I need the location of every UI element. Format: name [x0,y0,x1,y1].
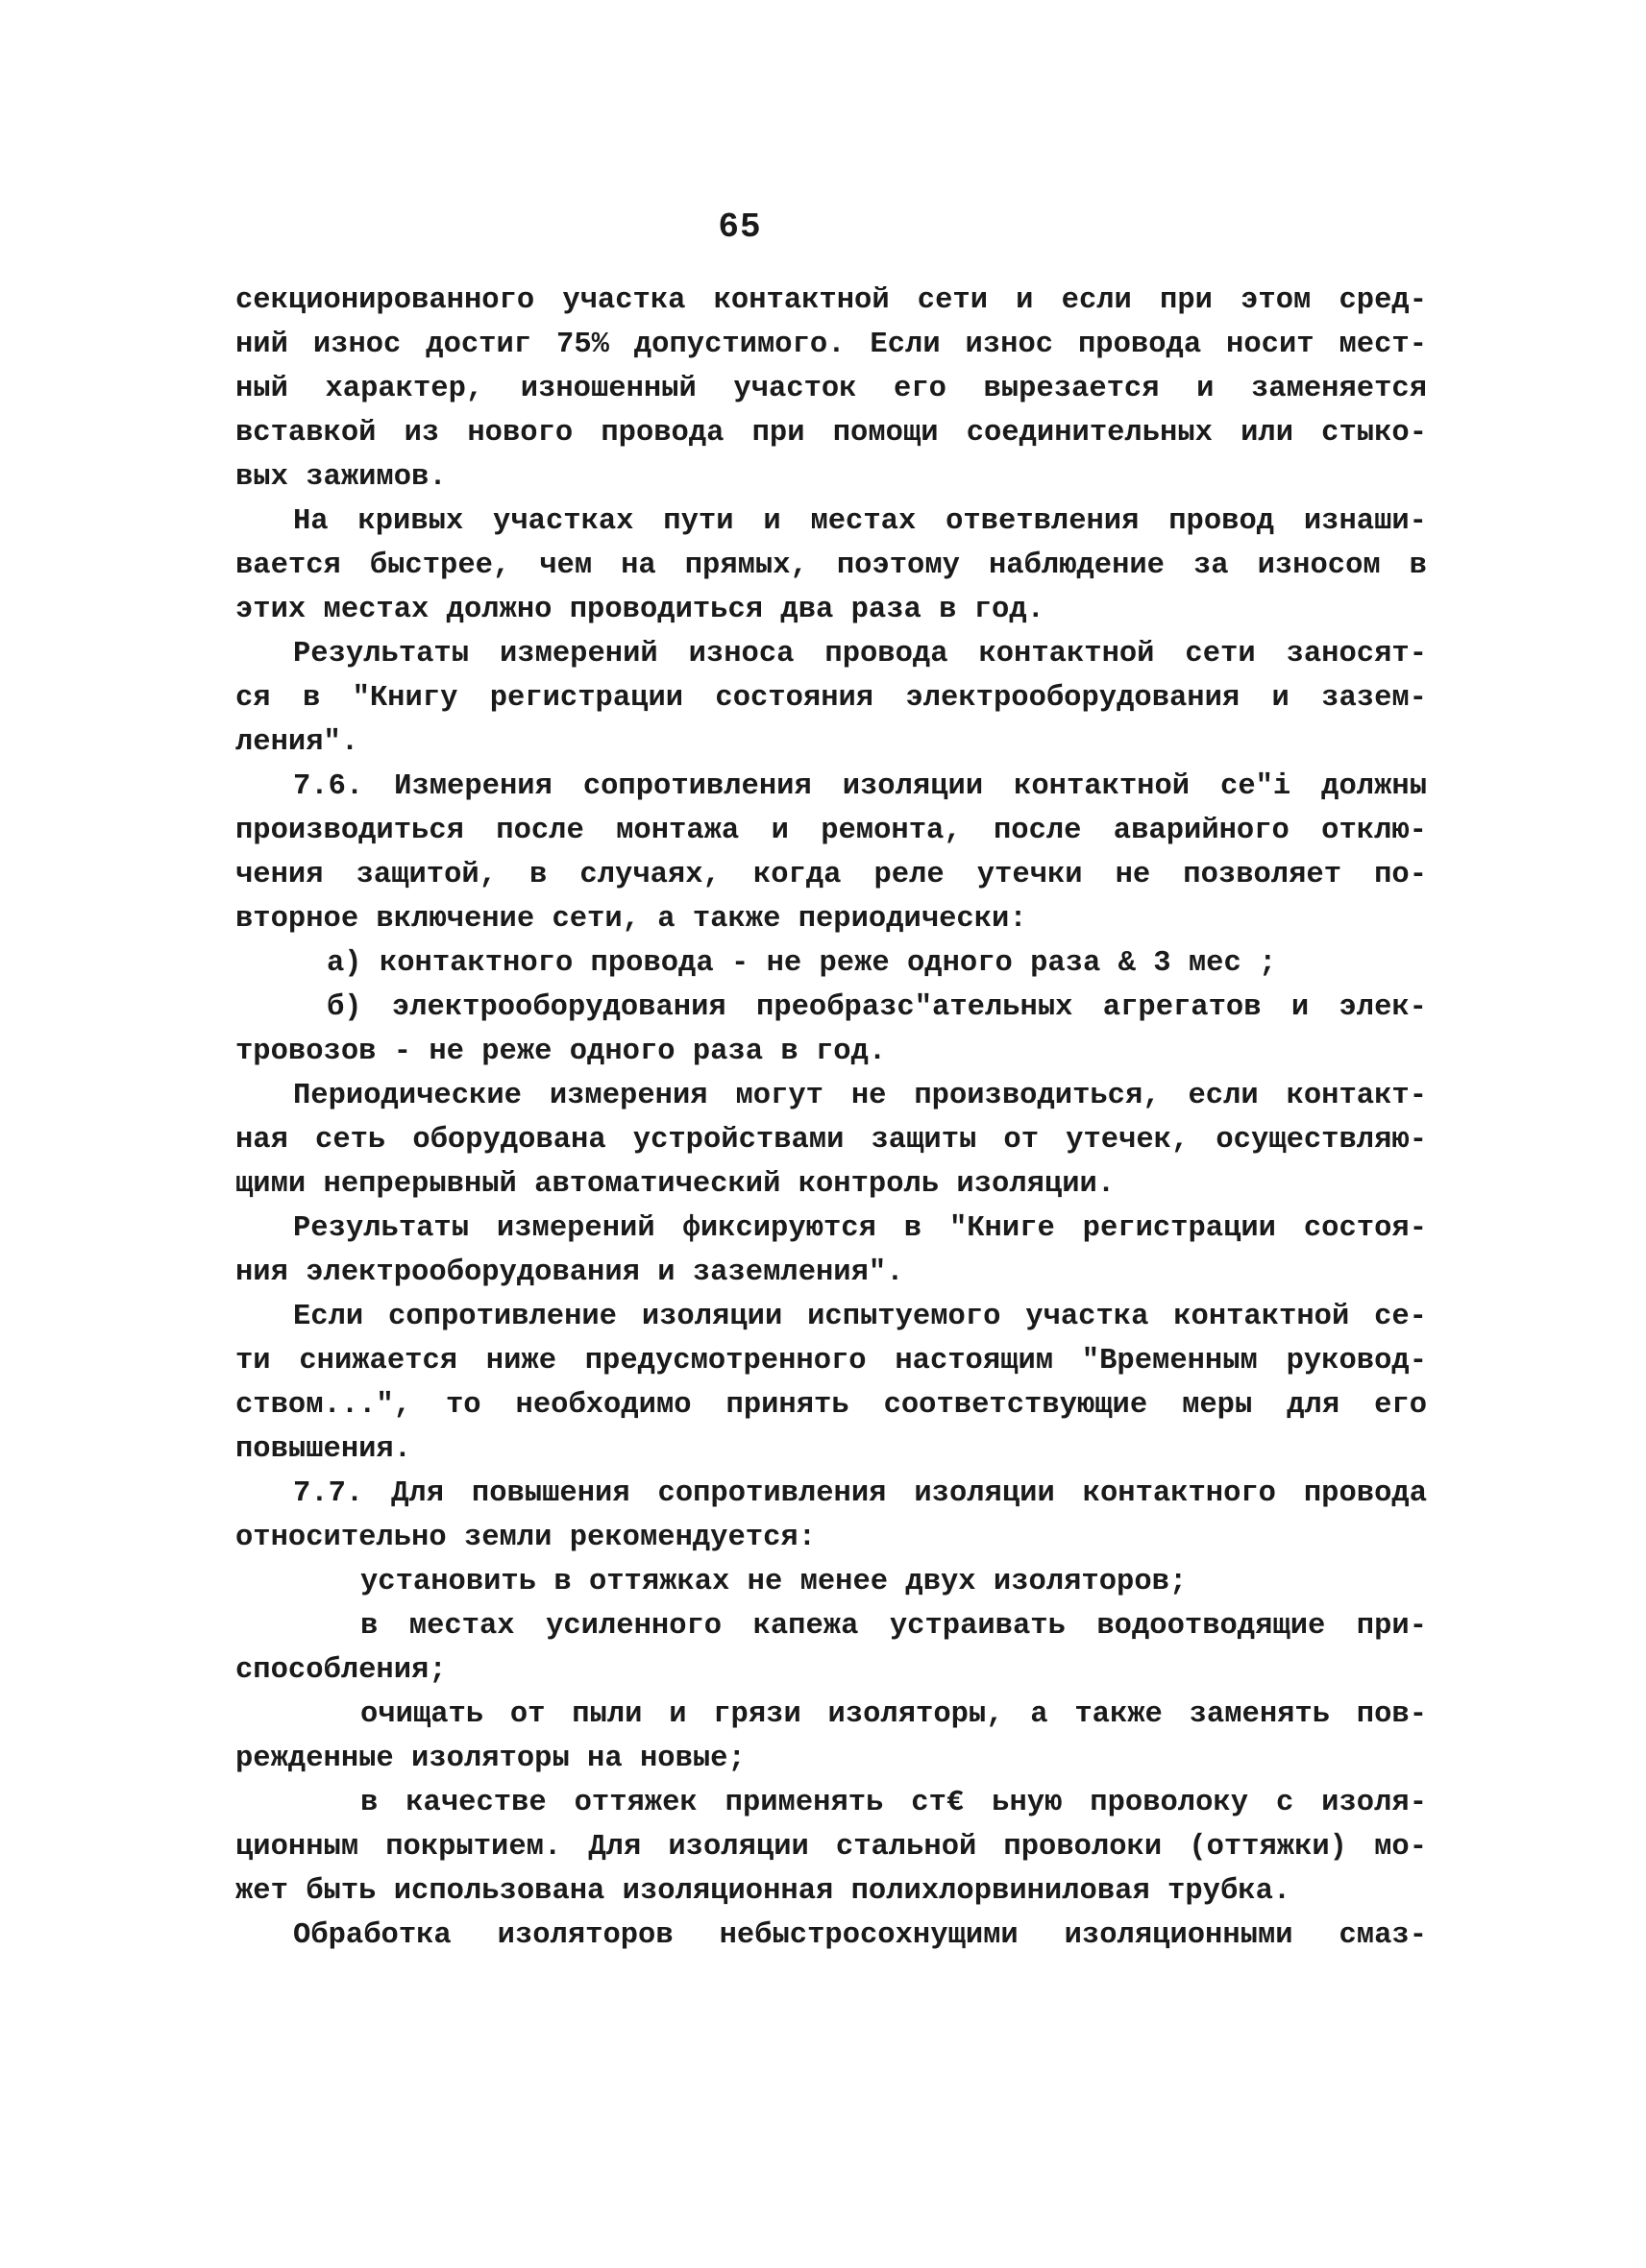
text-line: секционированного участка контактной сети и если при этом сред- [235,284,1427,317]
text-line: очищать от пыли и грязи изоляторы, а также заменять пов- [360,1698,1427,1731]
document-body [235,279,1427,1958]
text-line: производиться после монтажа и ремонта, после аварийного отклю- [235,815,1427,847]
text-line: способления; [235,1654,447,1687]
text-line: ционным покрытием. Для изоляции стальной проволоки (оттяжки) мо- [235,1831,1427,1864]
text-line: вых зажимов. [235,461,447,494]
text-line: тровозов - не реже одного раза в год. [235,1036,887,1068]
text-line: Обработка изоляторов небыстросохнущими изоляционными смаз- [293,1919,1427,1952]
text-line: чения защитой, в случаях, когда реле утечки не позволяет по- [235,859,1427,891]
text-line: Если сопротивление изоляции испытуемого участка контактной се- [293,1301,1427,1333]
text-line: Результаты измерений износа провода контактной сети заносят- [293,638,1427,671]
text-line: Результаты измерений фиксируются в "Книге регистрации состоя- [293,1212,1427,1245]
text-line: ная сеть оборудована устройствами защиты от утечек, осуществляю- [235,1124,1427,1157]
text-line: б) электрооборудования преобразс"ательных агрегатов и элек- [327,991,1427,1024]
text-line: ся в "Книгу регистрации состояния электрооборудования и зазем- [235,682,1427,715]
text-line: На кривых участках пути и местах ответвления провод изнаши- [293,505,1427,538]
text-line: в качестве оттяжек применять ст€ ьную проволоку с изоля- [360,1787,1427,1819]
text-line: режденные изоляторы на новые; [235,1743,746,1775]
text-line: вается быстрее, чем на прямых, поэтому наблюдение за износом в [235,549,1427,582]
text-line: этих местах должно проводиться два раза в год. [235,594,1044,626]
text-line: установить в оттяжках не менее двух изоляторов; [360,1566,1188,1598]
text-line: в местах усиленного капежа устраивать водоотводящие при- [360,1610,1427,1643]
text-line: ством...", то необходимо принять соответствующие меры для его [235,1389,1427,1422]
text-line: щими непрерывный автоматический контроль изоляции. [235,1168,1116,1201]
text-line: 7.7. Для повышения сопротивления изоляции контактного провода [293,1477,1427,1510]
text-line: жет быть использована изоляционная полихлорвиниловая трубка. [235,1875,1291,1908]
text-line: ния электрооборудования и заземления". [235,1256,904,1289]
page-number: 65 [718,207,762,247]
text-line: Периодические измерения могут не производиться, если контакт- [293,1080,1427,1112]
text-line: вставкой из нового провода при помощи соединительных или стыко- [235,417,1427,450]
text-line: ний износ достиг 75% допустимого. Если износ провода носит мест- [235,329,1427,361]
text-line: вторное включение сети, а также периодически: [235,903,1027,936]
text-line: ления". [235,726,359,759]
text-line: ти снижается ниже предусмотренного настоящим "Временным руковод- [235,1345,1427,1378]
text-line: 7.6. Измерения сопротивления изоляции контактной се"і должны [293,770,1427,803]
text-line: относительно земли рекомендуется: [235,1522,816,1554]
text-line: ный характер, изношенный участок его вырезается и заменяется [235,373,1427,405]
text-line: а) контактного провода - не реже одного раза & 3 мес ; [327,947,1277,980]
text-line: повышения. [235,1433,412,1466]
